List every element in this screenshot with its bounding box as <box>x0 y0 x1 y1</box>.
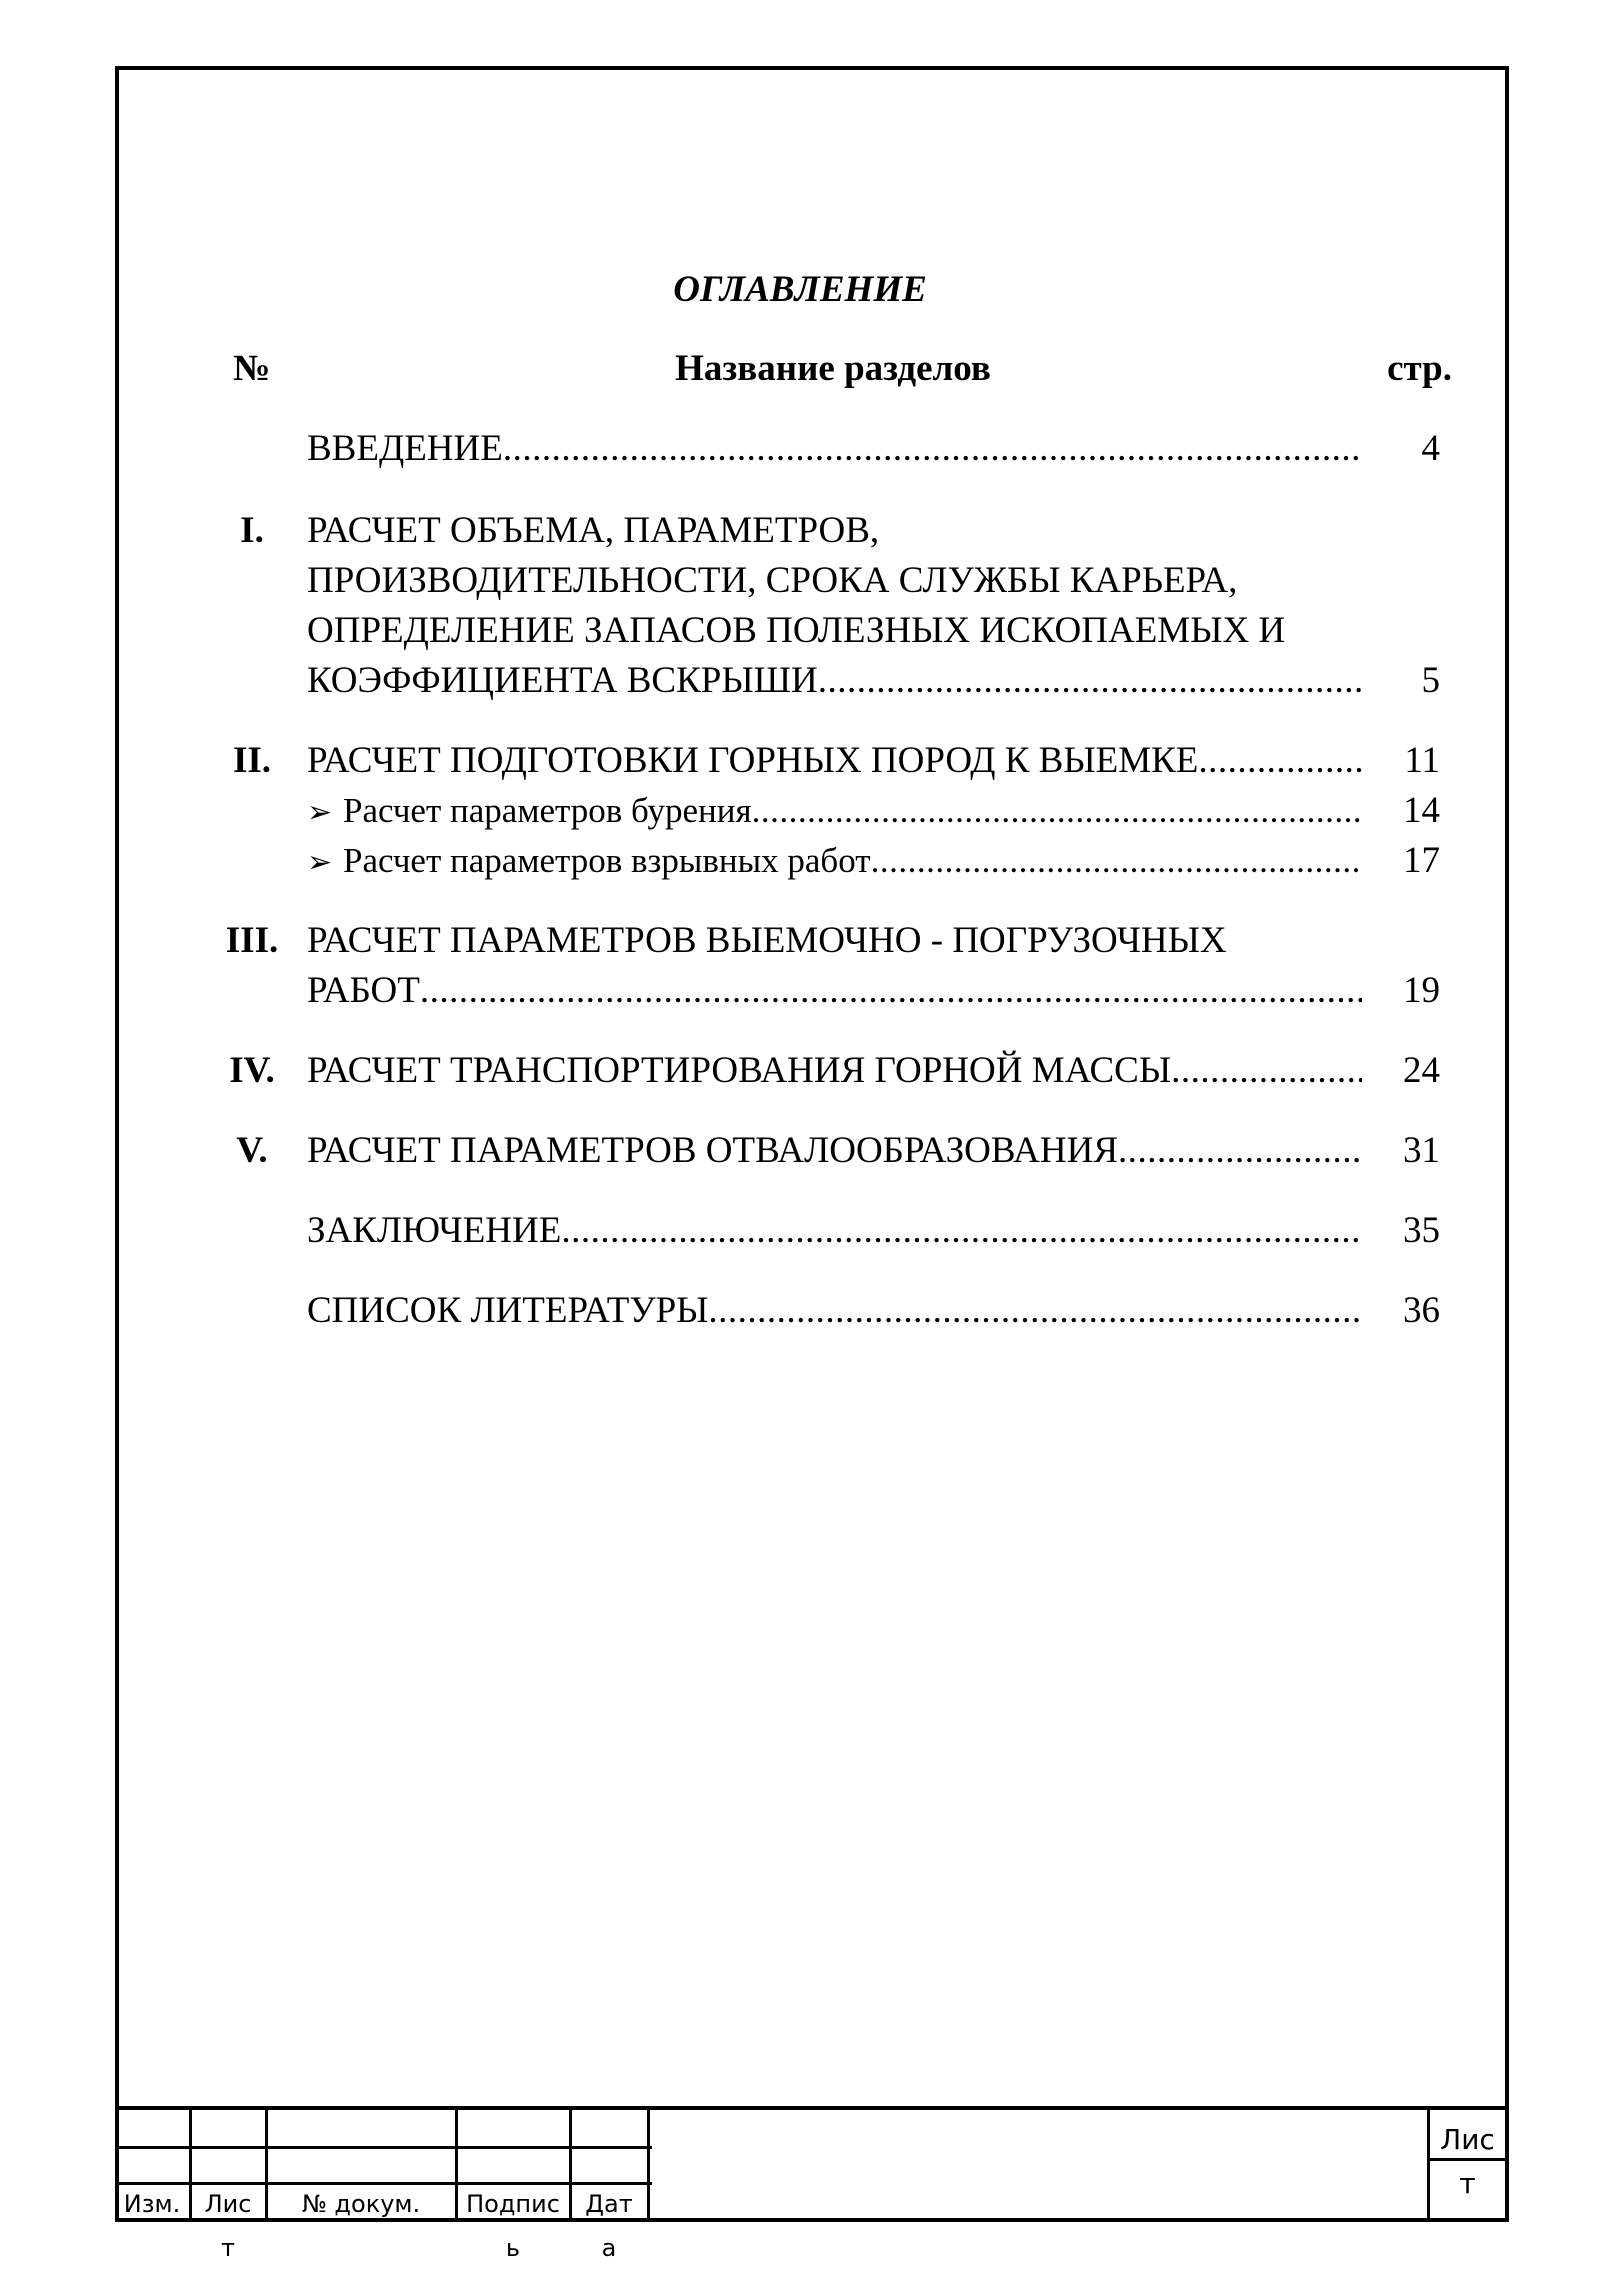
column-header-number: № <box>233 348 271 389</box>
stamp-label-izm: Изм. <box>123 2190 181 2218</box>
stamp-row-line <box>115 2146 652 2149</box>
column-header-page: стр. <box>1387 348 1452 389</box>
toc-leader-dots <box>420 966 1362 1016</box>
toc-page-number: 31 <box>1403 1130 1440 1171</box>
document-title: ОГЛАВЛЕНИЕ <box>673 269 927 310</box>
toc-leader-dots <box>1198 736 1362 786</box>
toc-entry-title: Расчет параметров бурения <box>343 791 752 830</box>
toc-page-number: 24 <box>1403 1050 1440 1091</box>
toc-entry-title-line: РАБОТ <box>307 970 420 1011</box>
toc-section-number: V. <box>236 1130 268 1171</box>
toc-page-number: 36 <box>1403 1290 1440 1331</box>
toc-leader-dots <box>561 1206 1362 1256</box>
toc-entry-title-line: ОПРЕДЕЛЕНИЕ ЗАПАСОВ ПОЛЕЗНЫХ ИСКОПАЕМЫХ И <box>307 610 1286 651</box>
stamp-divider <box>647 2110 650 2222</box>
stamp-label-list-line1: Лис <box>204 2190 252 2218</box>
toc-entry-title: РАСЧЕТ ПАРАМЕТРОВ ОТВАЛООБРАЗОВАНИЯ <box>307 1130 1119 1171</box>
column-header-name: Название разделов <box>675 348 991 389</box>
stamp-label-list <box>191 2182 265 2270</box>
arrow-bullet-icon: ➢ <box>307 846 333 879</box>
toc-entry-title-line: РАСЧЕТ ПАРАМЕТРОВ ВЫЕМОЧНО - ПОГРУЗОЧНЫХ <box>307 920 1227 961</box>
toc-entry-title: Расчет параметров взрывных работ <box>343 841 871 880</box>
toc-section-number: I. <box>240 510 264 551</box>
toc-leader-dots <box>1118 1126 1362 1176</box>
stamp-label-list-line2: т <box>221 2234 235 2262</box>
toc-page-number: 19 <box>1403 970 1440 1011</box>
toc-page-number: 11 <box>1404 740 1440 781</box>
toc-page-number: 5 <box>1421 660 1440 701</box>
stamp-label-date-line2: а <box>601 2234 617 2262</box>
toc-leader-dots <box>752 786 1362 836</box>
toc-entry-title-line: КОЭФФИЦИЕНТА ВСКРЫШИ <box>307 660 818 701</box>
toc-page-number: 35 <box>1403 1210 1440 1251</box>
toc-section-number: IV. <box>229 1050 275 1091</box>
toc-entry-title: РАСЧЕТ ПОДГОТОВКИ ГОРНЫХ ПОРОД К ВЫЕМКЕ <box>307 740 1199 781</box>
toc-section-number: II. <box>232 740 272 781</box>
stamp-label-sheet-line2: т <box>1459 2167 1476 2200</box>
toc-leader-dots <box>503 424 1362 474</box>
toc-leader-dots <box>708 1286 1362 1336</box>
toc-leader-dots <box>818 656 1362 706</box>
stamp-label-date-line1: Дат <box>585 2190 633 2218</box>
title-block-stamp <box>115 2106 1509 2262</box>
stamp-label-signature-line1: Подпис <box>466 2190 560 2218</box>
toc-page-number: 4 <box>1421 428 1440 469</box>
toc-entry-title-line: РАСЧЕТ ОБЪЕМА, ПАРАМЕТРОВ, <box>307 510 880 551</box>
toc-entry-title: СПИСОК ЛИТЕРАТУРЫ <box>307 1290 709 1331</box>
toc-page-number: 17 <box>1403 840 1440 881</box>
stamp-label-sheet-line1: Лис <box>1440 2123 1495 2156</box>
stamp-label-sheet <box>1430 2118 1505 2206</box>
stamp-label-signature-line2: ь <box>505 2234 521 2262</box>
stamp-label-doc-number: № докум. <box>301 2190 421 2218</box>
toc-entry-title: РАСЧЕТ ТРАНСПОРТИРОВАНИЯ ГОРНОЙ МАССЫ <box>307 1050 1172 1091</box>
toc-entry-title: ВВЕДЕНИЕ <box>307 428 503 469</box>
toc-entry-title-line: ПРОИЗВОДИТЕЛЬНОСТИ, СРОКА СЛУЖБЫ КАРЬЕРА, <box>307 560 1238 601</box>
toc-section-number: III. <box>225 920 279 961</box>
toc-page-number: 14 <box>1403 790 1440 831</box>
toc-leader-dots <box>1171 1046 1362 1096</box>
arrow-bullet-icon: ➢ <box>307 796 333 829</box>
stamp-label-signature <box>457 2182 569 2270</box>
stamp-label-date <box>571 2182 647 2270</box>
toc-entry-title: ЗАКЛЮЧЕНИЕ <box>307 1210 562 1251</box>
toc-leader-dots <box>871 836 1362 886</box>
